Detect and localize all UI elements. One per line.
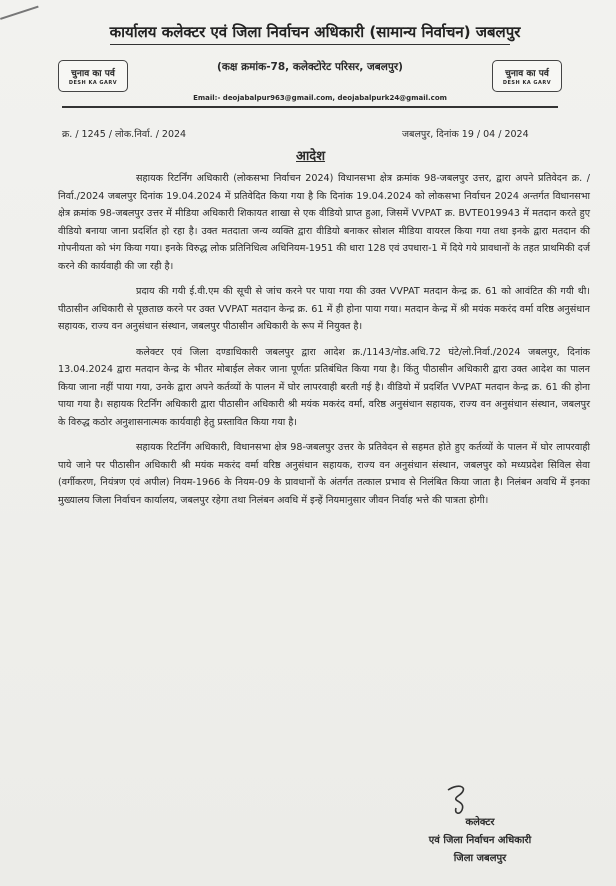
order-heading: आदेश xyxy=(296,149,326,164)
signatory-title: कलेक्टर xyxy=(465,817,495,828)
signatory-district: जिला जबलपुर xyxy=(453,853,507,864)
paragraph-4: सहायक रिटर्निंग अधिकारी, विधानसभा क्षेत्र 98-जबलपुर उत्तर के प्रतिवेदन से सहमत होते हुए कर्तव्यों के पालन में घोर लापरवाही पाये जाने पर पीठासीन अधिकारी श्री मयंक मकरंद वर्मा वरिष्ठ अनुसंधान सहायक, राज्य वन अनुसंधान संस्थान, जबलपुर को मध्यप्रदेश सिविल सेवा (वर्गीकरण, नियंत्रण एवं अपील) नियम-1966 के नियम-09 के प्रावधानों के अंतर्गत तत्काल प्रभाव से निलंबित किया जाता है। निलंबन अवधि में इनका मुख्यालय जिला निर्वाचन कार्यालय, जबलपुर रहेगा तथा निलंबन अवधि में इन्हें नियमानुसार जीवन निर्वाह भत्ते की पात्रता होगी। xyxy=(58,442,590,506)
signatory-designation: एवं जिला निर्वाचन अधिकारी xyxy=(428,835,532,846)
paragraph-2: प्रदाय की गयी ई.वी.एम की सूची से जांच करने पर पाया गया की उक्त VVPAT मतदान केन्द्र क्र. 61 को आवंटित की गयी थी। पीठासीन अधिकारी से पूछताछ करने पर उक्त VVPAT मतदान केन्द्र क्र. 61 में ही होना पाया गया। मतदान केन्द्र में श्री मयंक मकरंद वर्मा वरिष्ठ अनुसंधान सहायक, राज्य वन अनुसंधान संस्थान, जबलपुर पीठासीन अधिकारी के रूप में नियुक्त है। xyxy=(58,286,590,332)
order-date: जबलपुर, दिनांक 19 / 04 / 2024 xyxy=(402,129,529,140)
signature-block xyxy=(380,814,580,868)
header-divider xyxy=(62,106,558,108)
title-underline xyxy=(110,44,510,45)
election-logo-right: चुनाव का पर्व DESH KA GARV xyxy=(492,60,562,92)
paragraph-3: कलेक्टर एवं जिला दण्डाधिकारी जबलपुर द्वारा आदेश क्र./1143/नोड.अधि.72 घंटे/लो.निर्वा./2024 जबलपुर, दिनांक 13.04.2024 द्वारा मतदान केन्द्र के भीतर मोबाईल लेकर जाना पूर्णतः प्रतिबंधित किया गया है। किंतु पीठासीन अधिकारी द्वारा उक्त आदेश का पालन किया जाना नहीं पाया गया, उनके द्वारा अपने कर्तव्यों के पालन में घोर लापरवाही बरती गई है। वीडियो में प्रदर्शित VVPAT मतदान केन्द्र क्र. 61 की होना पाया गया है। सहायक रिटर्निंग अधिकारी द्वारा पीठासीन अधिकारी श्री मयंक मकरंद वर्मा, वरिष्ठ अनुसंधान सहायक, राज्य वन अनुसंधान संस्थान, जबलपुर के विरुद्ध कठोर अनुशासनात्मक कार्यवाही हेतु प्रस्तावित किया गया है। xyxy=(58,346,590,428)
paragraph-1: सहायक रिटर्निंग अधिकारी (लोकसभा निर्वाचन 2024) विधानसभा क्षेत्र क्रमांक 98-जबलपुर उत्तर, द्वारा अपने प्रतिवेदन क्र. /निर्वा./2024 जबलपुर दिनांक 19.04.2024 में प्रतिवेदित किया गया है कि दिनांक 19.04.2024 को लोकसभा निर्वाचन 2024 अन्तर्गत विधानसभा क्षेत्र क्रमांक 98-जबलपुर उत्तर में मीडिया अधिकारी शिकायत शाखा से एक वीडियो प्राप्त हुआ, जिसमें VVPAT क्र. BVTE019943 में मतदान करते हुए वीडियो बनाया जाना प्रदर्शित हो रहा है। उक्त मतदाता जन्य व्यक्ति द्वारा वीडियो बनाकर सोशल मीडिया वायरल किया गया तथा इनके द्वारा मतदान की गोपनीयता को भंग किया गया। इनके विरुद्ध लोक प्रतिनिधित्व अधिनियम-1951 की धारा 128 एवं उपधारा-1 में दिये गये प्रावधानों के तहत प्राथमिकी दर्ज करने की कार्यवाही की जा रही है। xyxy=(58,173,590,272)
handwritten-signature xyxy=(440,782,480,818)
page-fold-mark xyxy=(0,6,45,39)
order-body xyxy=(58,170,590,517)
office-address: (कक्ष क्रमांक-78, कलेक्टोरेट परिसर, जबलपुर) xyxy=(217,61,403,73)
election-logo-left: चुनाव का पर्व DESH KA GARV xyxy=(58,60,128,92)
office-title: कार्यालय कलेक्टर एवं जिला निर्वाचन अधिकारी (सामान्य निर्वाचन) जबलपुर xyxy=(109,23,521,41)
reference-number: क्र. / 1245 / लोक.निर्वा. / 2024 xyxy=(62,129,187,140)
office-email: Email:- deojabalpur963@gmail.com, deojabalpurk24@gmail.com xyxy=(193,94,447,102)
